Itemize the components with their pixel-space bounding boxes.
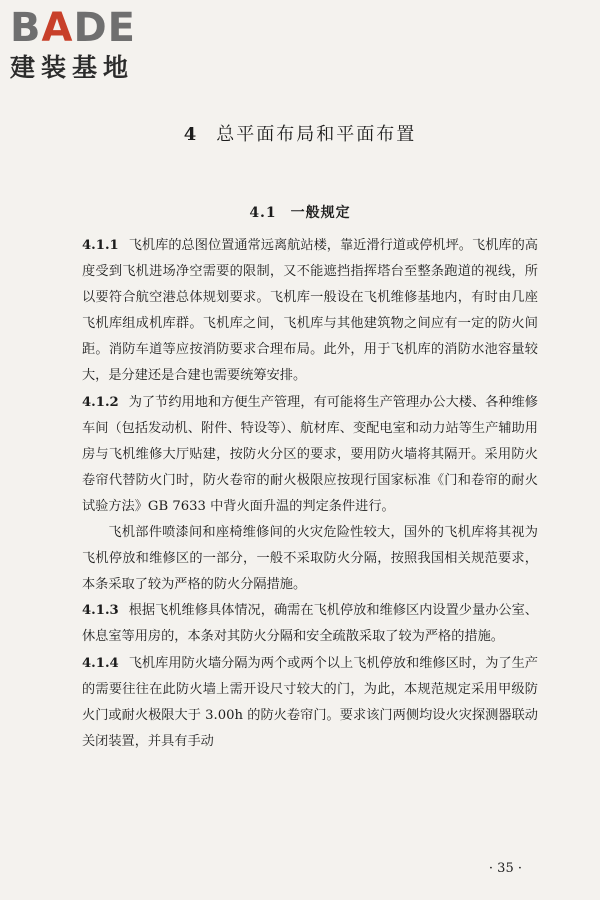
clause-number: 4.1.1	[82, 238, 119, 253]
logo-letter-a: A	[41, 5, 74, 51]
paragraph-text: 飞机部件喷漆间和座椅维修间的火灾危险性较大，国外的飞机库将其视为飞机停放和维修区的一部分，一般不采取防火分隔，按照我国相关规范要求，本条采取了较为严格的防火分隔措施。	[82, 525, 538, 593]
clause-number: 4.1.4	[82, 655, 119, 671]
section-number: 4.1	[249, 205, 277, 221]
section-title-text: 一般规定	[290, 205, 351, 221]
paragraph-text: 飞机库用防火墙分隔为两个或两个以上飞机停放和维修区时，为了生产的需要往往在此防火墙上需开设尺寸较大的门，为此，本规范规定采用甲级防火门或耐火极限大于 3.00h 的防火卷帘门。要求该门两侧均设火灾探测器联动关闭装置，并具有手动	[82, 655, 538, 749]
paragraph-text: 为了节约用地和方便生产管理，有可能将生产管理办公大楼、各种维修车间（包括发动机、附件、特设等）、航材库、变配电室和动力站等生产辅助用房与飞机维修大厅贴建，按防火分区的要求，要用防火墙将其隔开。采用防火卷帘代替防火门时，防火卷帘的耐火极限应按现行国家标准《门和卷帘的耐火试验方法》GB 7633 中背火面升温的判定条件进行。	[82, 394, 538, 514]
paragraph-4-1-2-continued	[82, 520, 538, 598]
paragraph-4-1-4	[82, 651, 538, 755]
logo-letters-de: DE	[73, 5, 136, 51]
logo-subtitle: 建装基地	[10, 53, 135, 82]
clause-number: 4.1.3	[82, 603, 119, 619]
chapter-title	[0, 120, 600, 146]
paragraph-4-1-2	[82, 390, 538, 520]
paragraph-4-1-3	[82, 598, 538, 650]
clause-number: 4.1.2	[82, 394, 119, 410]
paragraph-4-1-1	[82, 233, 538, 390]
body-text	[82, 233, 538, 755]
paragraph-text: 飞机库的总图位置通常远离航站楼，靠近滑行道或停机坪。飞机库的高度受到飞机进场净空需要的限制，又不能遮挡指挥塔台至整条跑道的视线，所以要符合航空港总体规划要求。飞机库一般设在飞机维修基地内，有时由几座飞机库组成机库群。飞机库之间，飞机库与其他建筑物之间应有一定的防火间距。消防车道等应按消防要求合理布局。此外，用于飞机库的消防水池容量较大，是分建还是合建也需要统筹安排。	[82, 238, 538, 384]
page-number: · 35 ·	[488, 861, 522, 876]
logo-wordmark	[10, 6, 136, 50]
chapter-title-text: 总平面布局和平面布置	[216, 124, 417, 145]
section-title	[0, 202, 600, 222]
chapter-number: 4	[183, 124, 199, 145]
bade-logo	[10, 6, 136, 83]
paragraph-text: 根据飞机维修具体情况，确需在飞机停放和维修区内设置少量办公室、休息室等用房的，本条对其防火分隔和安全疏散采取了较为严格的措施。	[82, 603, 538, 645]
logo-letter-b: B	[10, 5, 42, 51]
